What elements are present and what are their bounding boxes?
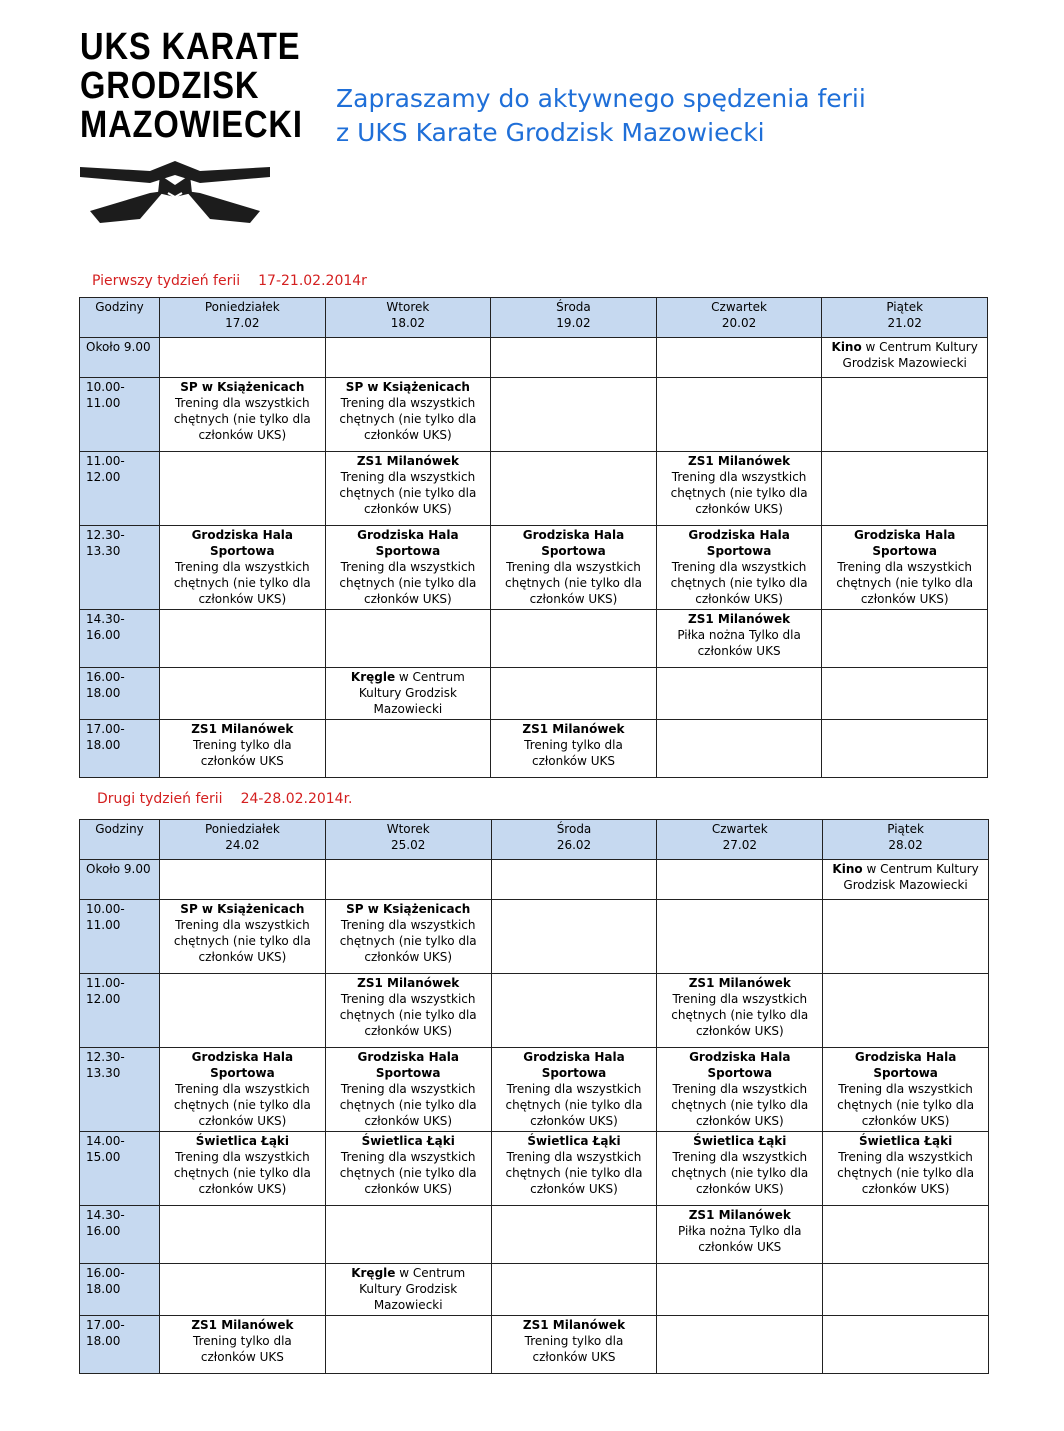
day-header (822, 298, 988, 338)
schedule-cell (823, 1264, 989, 1316)
day-date: 21.02 (887, 316, 922, 330)
activity-venue: ZS1 Milanówek (191, 1318, 294, 1332)
schedule-cell (823, 974, 989, 1048)
activity-venue: Świetlica Łąki (361, 1134, 455, 1148)
day-date: 24.02 (225, 838, 260, 852)
activity-venue: ZS1 Milanówek (357, 976, 460, 990)
activity-description: Trening dla wszystkich chętnych (nie tylko dla członków UKS) (173, 1082, 311, 1128)
schedule-cell (160, 610, 326, 668)
schedule-cell (656, 526, 822, 610)
activity-venue: ZS1 Milanówek (688, 976, 791, 990)
day-header (160, 298, 326, 338)
schedule-row (80, 452, 988, 526)
activity-venue: Grodziska Hala Sportowa (522, 528, 625, 558)
hours-header (80, 820, 160, 860)
activity-description: w Centrum Kultury Grodzisk Mazowiecki (842, 340, 978, 370)
activity-venue: Grodziska Hala Sportowa (854, 1050, 957, 1080)
schedule-cell (160, 526, 326, 610)
day-name: Piątek (886, 300, 924, 314)
activity-description: Trening dla wszystkich chętnych (nie tylko dla członków UKS) (836, 560, 974, 606)
activity-description: Trening dla wszystkich chętnych (nie tylko dla członków UKS) (671, 992, 809, 1038)
time-slot: 10.00-11.00 (80, 900, 160, 974)
schedule-cell (657, 1316, 823, 1374)
activity-venue: Świetlica Łąki (858, 1134, 953, 1148)
schedule-row (80, 526, 988, 610)
schedule-cell (325, 1048, 491, 1132)
logo-line-3: MAZOWIECKI (80, 104, 303, 146)
day-date: 25.02 (391, 838, 426, 852)
activity-venue: Kręgle (350, 670, 396, 684)
schedule-row (80, 1206, 989, 1264)
day-name: Środa (556, 822, 592, 836)
schedule-row (80, 1048, 989, 1132)
schedule-row (80, 1132, 989, 1206)
time-slot: 16.00-18.00 (80, 668, 160, 720)
schedule-row (80, 720, 988, 778)
schedule-cell (656, 378, 822, 452)
schedule-cell (657, 1206, 823, 1264)
schedule-cell (491, 1264, 657, 1316)
schedule-cell (491, 860, 657, 900)
day-header (657, 820, 823, 860)
activity-venue: ZS1 Milanówek (688, 1208, 791, 1222)
activity-description: Trening tylko dla członków UKS (193, 1334, 292, 1364)
week1-schedule-table (79, 297, 988, 778)
day-date: 27.02 (722, 838, 757, 852)
schedule-cell (822, 610, 988, 668)
schedule-cell (491, 720, 657, 778)
schedule-cell (823, 900, 989, 974)
activity-description: Trening dla wszystkich chętnych (nie tylko dla członków UKS) (339, 918, 477, 964)
schedule-cell (160, 1206, 326, 1264)
schedule-cell (657, 860, 823, 900)
time-slot: Około 9.00 (80, 338, 160, 378)
activity-venue: Kino (832, 862, 863, 876)
headline-line-1: Zapraszamy do aktywnego spędzenia ferii (336, 84, 866, 113)
activity-description: Trening dla wszystkich chętnych (nie tylko dla członków UKS) (670, 560, 808, 606)
schedule-cell (160, 1264, 326, 1316)
activity-description: Trening dla wszystkich chętnych (nie tylko dla członków UKS) (173, 560, 311, 606)
schedule-row (80, 378, 988, 452)
activity-venue: Świetlica Łąki (527, 1134, 621, 1148)
schedule-cell (325, 860, 491, 900)
time-slot: 14.30-16.00 (80, 1206, 160, 1264)
activity-venue: Grodziska Hala Sportowa (357, 528, 459, 558)
schedule-cell (160, 860, 326, 900)
activity-description: Trening tylko dla członków UKS (524, 738, 623, 768)
logo-line-1: UKS KARATE (80, 26, 301, 68)
time-slot: 14.00-15.00 (80, 1132, 160, 1206)
schedule-cell (491, 1132, 657, 1206)
time-slot: 12.30-13.30 (80, 1048, 160, 1132)
time-slot: 10.00-11.00 (80, 378, 160, 452)
day-header (823, 820, 989, 860)
schedule-cell (657, 900, 823, 974)
week1-title-dates: 17-21.02.2014r (258, 273, 367, 289)
schedule-cell (491, 668, 657, 720)
black-belt-icon (80, 153, 270, 223)
schedule-cell (656, 610, 822, 668)
day-header (325, 820, 491, 860)
hours-header (80, 298, 160, 338)
week2-schedule-table (79, 819, 989, 1374)
schedule-cell (657, 1048, 823, 1132)
time-slot: 12.30-13.30 (80, 526, 160, 610)
time-slot: 17.00-18.00 (80, 720, 160, 778)
activity-description: Trening dla wszystkich chętnych (nie tylko dla członków UKS) (505, 1150, 643, 1196)
header-row (80, 298, 988, 338)
week1-title-label: Pierwszy tydzień ferii (92, 273, 241, 289)
activity-description: Trening dla wszystkich chętnych (nie tylko dla członków UKS) (339, 992, 477, 1038)
day-date: 20.02 (721, 316, 757, 330)
day-date: 28.02 (888, 838, 923, 852)
schedule-cell (160, 452, 326, 526)
activity-venue: Świetlica Łąki (693, 1134, 787, 1148)
activity-venue: ZS1 Milanówek (191, 722, 294, 736)
activity-description: Trening dla wszystkich chętnych (nie tylko dla członków UKS) (670, 470, 808, 516)
schedule-cell (491, 452, 657, 526)
schedule-cell (657, 1132, 823, 1206)
activity-venue: ZS1 Milanówek (356, 454, 459, 468)
activity-venue: Grodziska Hala Sportowa (688, 528, 790, 558)
schedule-cell (656, 452, 822, 526)
schedule-cell (160, 900, 326, 974)
day-header (325, 298, 491, 338)
day-header (160, 820, 326, 860)
schedule-cell (823, 860, 989, 900)
schedule-cell (325, 452, 491, 526)
activity-description: Trening dla wszystkich chętnych (nie tylko dla członków UKS) (339, 470, 477, 516)
schedule-cell (491, 1206, 657, 1264)
time-slot: Około 9.00 (80, 860, 160, 900)
activity-description: Trening dla wszystkich chętnych (nie tylko dla członków UKS) (173, 396, 311, 442)
time-slot: 16.00-18.00 (80, 1264, 160, 1316)
schedule-cell (325, 1264, 491, 1316)
schedule-cell (325, 668, 491, 720)
activity-venue: SP w Książenicach (345, 380, 470, 394)
schedule-cell (491, 900, 657, 974)
day-name: Czwartek (711, 822, 768, 836)
activity-description: Trening tylko dla członków UKS (192, 738, 292, 768)
day-name: Poniedziałek (204, 300, 280, 314)
schedule-cell (325, 720, 491, 778)
activity-description: Piłka nożna Tylko dla członków UKS (677, 628, 801, 658)
activity-venue: Grodziska Hala Sportowa (191, 528, 294, 558)
day-name: Czwartek (711, 300, 767, 314)
schedule-cell (325, 378, 491, 452)
activity-venue: Kręgle (351, 1266, 396, 1280)
activity-venue: Grodziska Hala Sportowa (853, 528, 956, 558)
schedule-cell (657, 1264, 823, 1316)
activity-venue: ZS1 Milanówek (688, 454, 791, 468)
schedule-cell (491, 526, 657, 610)
activity-description: Trening dla wszystkich chętnych (nie tylko dla członków UKS) (505, 560, 642, 606)
schedule-row (80, 610, 988, 668)
headline-line-2: z UKS Karate Grodzisk Mazowiecki (336, 118, 765, 147)
schedule-cell (491, 1048, 657, 1132)
day-header (491, 298, 657, 338)
schedule-cell (160, 720, 326, 778)
club-logo (80, 26, 303, 223)
schedule-cell (160, 338, 326, 378)
activity-description: Trening dla wszystkich chętnych (nie tylko dla członków UKS) (173, 918, 311, 964)
activity-venue: SP w Książenicach (180, 902, 305, 916)
schedule-cell (491, 378, 657, 452)
day-name: Środa (556, 300, 591, 314)
schedule-row (80, 338, 988, 378)
activity-description: w Centrum Kultury Grodzisk Mazowiecki (843, 862, 979, 892)
schedule-cell (160, 1048, 326, 1132)
schedule-cell (160, 378, 326, 452)
activity-description: Trening dla wszystkich chętnych (nie tylko dla członków UKS) (339, 1150, 477, 1196)
logo-line-2: GRODZISK (80, 65, 260, 107)
day-name: Poniedziałek (204, 822, 280, 836)
activity-venue: Grodziska Hala Sportowa (689, 1050, 791, 1080)
activity-venue: Grodziska Hala Sportowa (191, 1050, 294, 1080)
day-date: 19.02 (556, 316, 591, 330)
schedule-cell (656, 720, 822, 778)
day-header (656, 298, 822, 338)
schedule-cell (325, 900, 491, 974)
schedule-cell (491, 338, 657, 378)
time-slot: 11.00-12.00 (80, 452, 160, 526)
activity-description: Trening dla wszystkich chętnych (nie tylko dla członków UKS) (671, 1150, 809, 1196)
schedule-row (80, 1264, 989, 1316)
activity-description: Trening dla wszystkich chętnych (nie tylko dla członków UKS) (837, 1150, 975, 1196)
schedule-cell (822, 452, 988, 526)
schedule-row (80, 900, 989, 974)
time-slot: 14.30-16.00 (80, 610, 160, 668)
day-name: Wtorek (386, 300, 430, 314)
schedule-row (80, 1316, 989, 1374)
schedule-cell (657, 974, 823, 1048)
activity-venue: SP w Książenicach (346, 902, 471, 916)
schedule-cell (160, 974, 326, 1048)
activity-venue: SP w Książenicach (180, 380, 305, 394)
activity-venue: ZS1 Milanówek (688, 612, 791, 626)
day-date: 18.02 (390, 316, 426, 330)
schedule-cell (823, 1048, 989, 1132)
activity-venue: Kino (831, 340, 862, 354)
schedule-cell (823, 1132, 989, 1206)
time-slot: 11.00-12.00 (80, 974, 160, 1048)
schedule-row (80, 974, 989, 1048)
activity-description: Trening dla wszystkich chętnych (nie tylko dla członków UKS) (339, 1082, 477, 1128)
schedule-cell (491, 610, 657, 668)
schedule-cell (822, 378, 988, 452)
schedule-cell (822, 526, 988, 610)
schedule-cell (491, 1316, 657, 1374)
activity-description: Trening dla wszystkich chętnych (nie tylko dla członków UKS) (671, 1082, 809, 1128)
schedule-cell (822, 668, 988, 720)
schedule-cell (160, 1316, 326, 1374)
schedule-cell (160, 668, 326, 720)
activity-description: w Centrum Kultury Grodzisk Mazowiecki (359, 1266, 466, 1312)
schedule-cell (325, 974, 491, 1048)
activity-venue: Grodziska Hala Sportowa (357, 1050, 459, 1080)
week1-title (92, 273, 385, 289)
activity-description: Trening dla wszystkich chętnych (nie tylko dla członków UKS) (339, 560, 477, 606)
week2-title (97, 791, 371, 807)
schedule-cell (822, 720, 988, 778)
schedule-cell (325, 1206, 491, 1264)
week2-title-label: Drugi tydzień ferii (97, 791, 223, 807)
schedule-cell (491, 974, 657, 1048)
day-name: Godziny (95, 822, 144, 836)
week2-title-dates: 24-28.02.2014r. (240, 791, 353, 807)
activity-description: Trening tylko dla członków UKS (524, 1334, 624, 1364)
schedule-cell (823, 1316, 989, 1374)
schedule-row (80, 860, 989, 900)
activity-description: Trening dla wszystkich chętnych (nie tylko dla członków UKS) (837, 1082, 975, 1128)
schedule-cell (325, 338, 491, 378)
activity-description: Trening dla wszystkich chętnych (nie tylko dla członków UKS) (505, 1082, 643, 1128)
schedule-cell (656, 338, 822, 378)
activity-description: Piłka nożna Tylko dla członków UKS (678, 1224, 802, 1254)
time-slot: 17.00-18.00 (80, 1316, 160, 1374)
schedule-cell (656, 668, 822, 720)
day-name: Wtorek (386, 822, 430, 836)
activity-venue: ZS1 Milanówek (522, 722, 625, 736)
schedule-cell (325, 1132, 491, 1206)
day-date: 26.02 (556, 838, 592, 852)
day-name: Godziny (95, 300, 144, 314)
activity-venue: ZS1 Milanówek (522, 1318, 626, 1332)
schedule-row (80, 668, 988, 720)
activity-venue: Świetlica Łąki (195, 1134, 290, 1148)
schedule-cell (823, 1206, 989, 1264)
activity-description: w Centrum Kultury Grodzisk Mazowiecki (358, 670, 465, 716)
schedule-cell (325, 610, 491, 668)
activity-description: Trening dla wszystkich chętnych (nie tylko dla członków UKS) (173, 1150, 311, 1196)
schedule-cell (822, 338, 988, 378)
day-name: Piątek (887, 822, 924, 836)
day-header (491, 820, 657, 860)
activity-description: Trening dla wszystkich chętnych (nie tylko dla członków UKS) (339, 396, 477, 442)
schedule-cell (325, 1316, 491, 1374)
header-row (80, 820, 989, 860)
headline (336, 82, 866, 150)
schedule-cell (160, 1132, 326, 1206)
schedule-cell (325, 526, 491, 610)
activity-venue: Grodziska Hala Sportowa (523, 1050, 625, 1080)
day-date: 17.02 (225, 316, 260, 330)
